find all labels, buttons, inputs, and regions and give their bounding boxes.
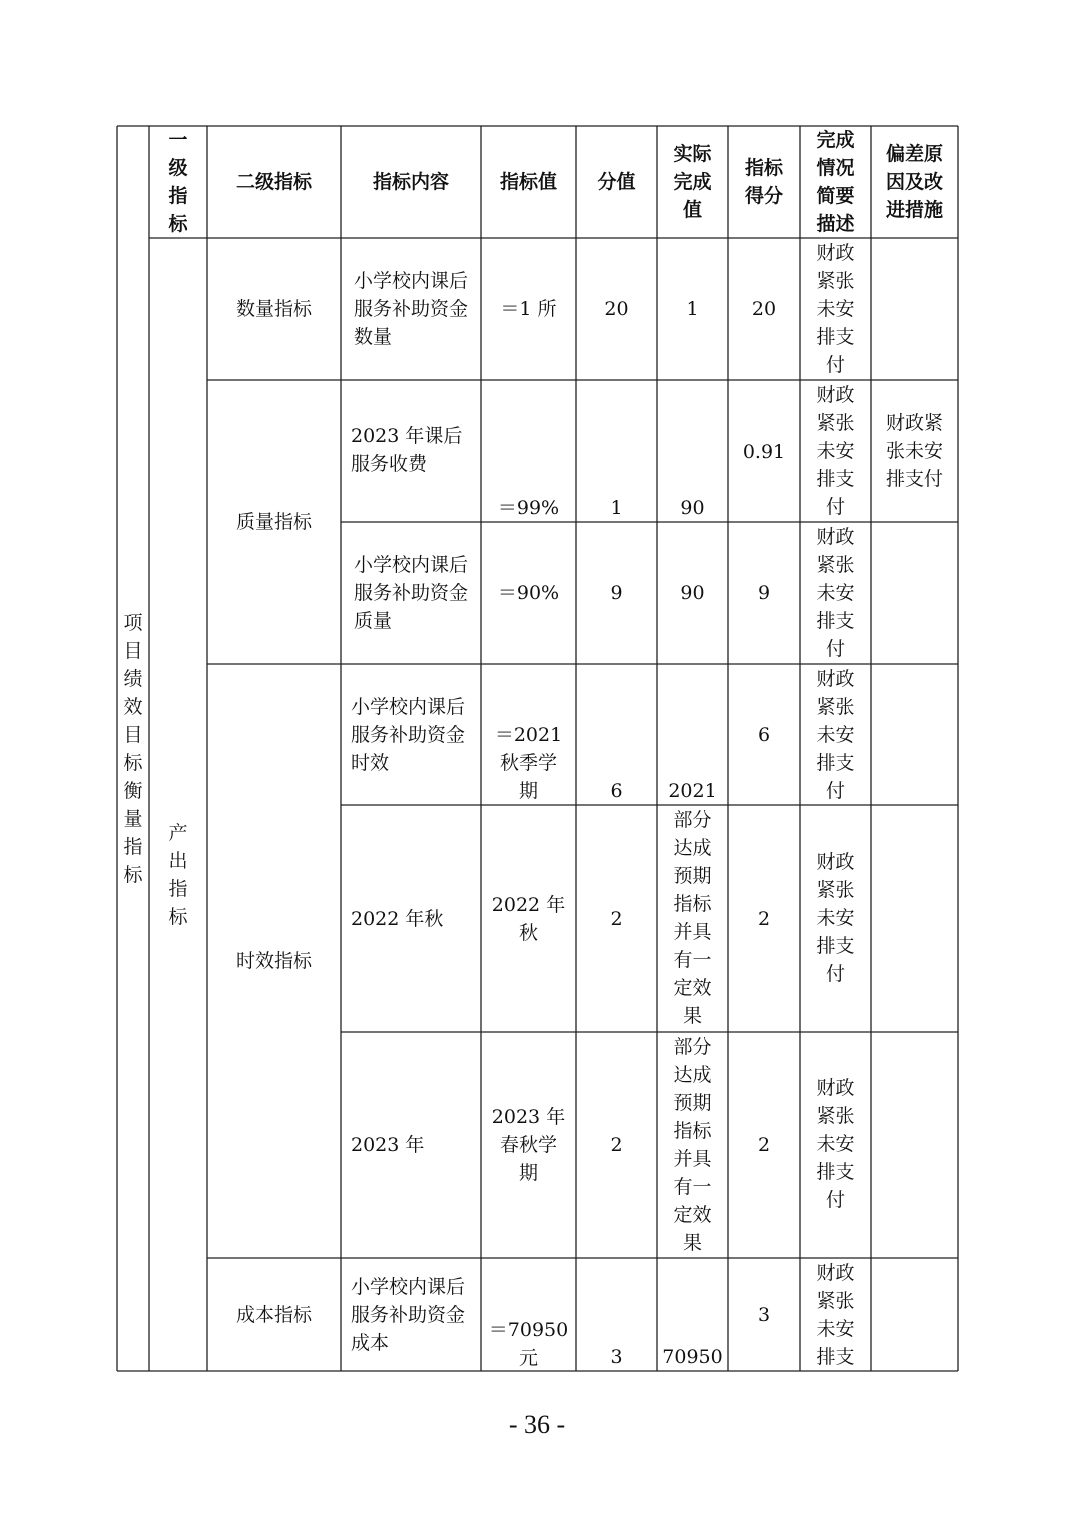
table-row-3-actual: 90: [680, 582, 705, 604]
table-row-5-actual: 部分 达成 预期 指标 并具 有一 定效 果: [673, 809, 712, 1027]
table-row-6-summary: 财政 紧张 未安 排支 付: [816, 1077, 855, 1211]
table-row-7-summary: 财政 紧张 未安 排支: [816, 1262, 855, 1368]
header-content: 指标内容: [372, 171, 449, 193]
table-row-2-score: 1: [610, 497, 623, 519]
header-score: 分值: [597, 171, 636, 193]
group-quantity: 数量指标: [235, 298, 312, 320]
table-row-7-actual: 70950: [662, 1346, 723, 1368]
table-row-4-points: 6: [757, 724, 771, 746]
table-row-3-content: 小学校内课后 服务补助资金 质量: [353, 554, 468, 632]
group-timeliness: 时效指标: [235, 950, 312, 972]
table-row-2-content: 2023 年课后 服务收费: [351, 425, 463, 475]
table-row-1-score: 20: [604, 298, 629, 320]
group-quality: 质量指标: [235, 511, 312, 533]
table-row-3-summary: 财政 紧张 未安 排支 付: [816, 526, 855, 660]
table-row-5-score: 2: [610, 907, 623, 930]
side-label: 项目绩效目标衡量指标: [123, 611, 143, 886]
header-actual-cell: [657, 126, 728, 238]
table-row-1-actual: 1: [686, 298, 699, 320]
table-row-4-actual: 2021: [668, 780, 717, 802]
header-points-cell: [728, 126, 800, 238]
table-row-5-points: 2: [757, 907, 771, 930]
header-points: 指标得分: [744, 157, 783, 207]
table-row-7-target: ＝70950 元: [488, 1319, 569, 1369]
table-row-2-reason: 财政紧 张未安 排支付: [885, 412, 943, 490]
table-row-3-content-cell: [341, 522, 481, 664]
table-row-7-points: 3: [757, 1304, 771, 1326]
table-row-7-score: 3: [610, 1346, 623, 1368]
table-row-1-content: 小学校内课后 服务补助资金 数量: [353, 270, 468, 348]
table-row-6-points: 2: [757, 1134, 771, 1156]
table-row-2-points: 0.91: [742, 441, 786, 463]
table-row-1-target: ＝1 所: [500, 298, 557, 320]
group-cost: 成本指标: [235, 1303, 312, 1326]
table-row-3-target: ＝90%: [497, 582, 560, 604]
header-reason: 偏差原因及改进措施: [885, 143, 943, 221]
table-row-1-content-cell: [341, 238, 481, 380]
table-row-3-score: 9: [610, 582, 623, 604]
header-level1-cell: [149, 126, 207, 238]
table-row-6-content: 2023 年: [351, 1134, 425, 1156]
header-target: 指标值: [499, 171, 557, 193]
table-row-2-summary: 财政 紧张 未安 排支 付: [816, 384, 855, 518]
table-row-2-actual: 90: [680, 497, 705, 519]
header-level1: 一级指标: [168, 129, 188, 235]
header-actual: 实际完成值: [673, 143, 712, 221]
table-row-1-points: 20: [751, 298, 777, 320]
table-row-4-summary: 财政 紧张 未安 排支 付: [816, 668, 855, 802]
table-row-6-score: 2: [610, 1134, 623, 1156]
header-summary: 完成情况简要描述: [816, 129, 855, 235]
table-row-5-summary: 财政 紧张 未安 排支 付: [816, 851, 855, 985]
table-row-7-content: 小学校内课后 服务补助资金 成本: [351, 1276, 466, 1354]
page-number: - 36 -: [508, 1410, 566, 1439]
level1-cell: [149, 238, 207, 1371]
table-row-6-actual: 部分 达成 预期 指标 并具 有一 定效 果: [673, 1036, 712, 1254]
table-row-5-content: 2022 年秋: [351, 907, 444, 930]
table-row-4-target: ＝2021 秋季学 期: [494, 724, 563, 802]
table-row-4-content: 小学校内课后 服务补助资金 时效: [351, 696, 466, 774]
level1-value: 产出指标: [168, 821, 188, 928]
table-row-4-score: 6: [610, 780, 623, 802]
header-reason-cell: [871, 126, 958, 238]
table-row-6-target: 2023 年 春秋学 期: [491, 1106, 566, 1184]
side-label-cell: [117, 126, 149, 1371]
table-row-2-target: ＝99%: [497, 497, 560, 519]
table-row-3-points: 9: [757, 582, 771, 604]
header-level2: 二级指标: [235, 171, 312, 193]
header-summary-cell: [800, 126, 871, 238]
table-row-1-summary: 财政 紧张 未安 排支 付: [816, 242, 855, 376]
table-row-5-target: 2022 年 秋: [491, 893, 566, 944]
